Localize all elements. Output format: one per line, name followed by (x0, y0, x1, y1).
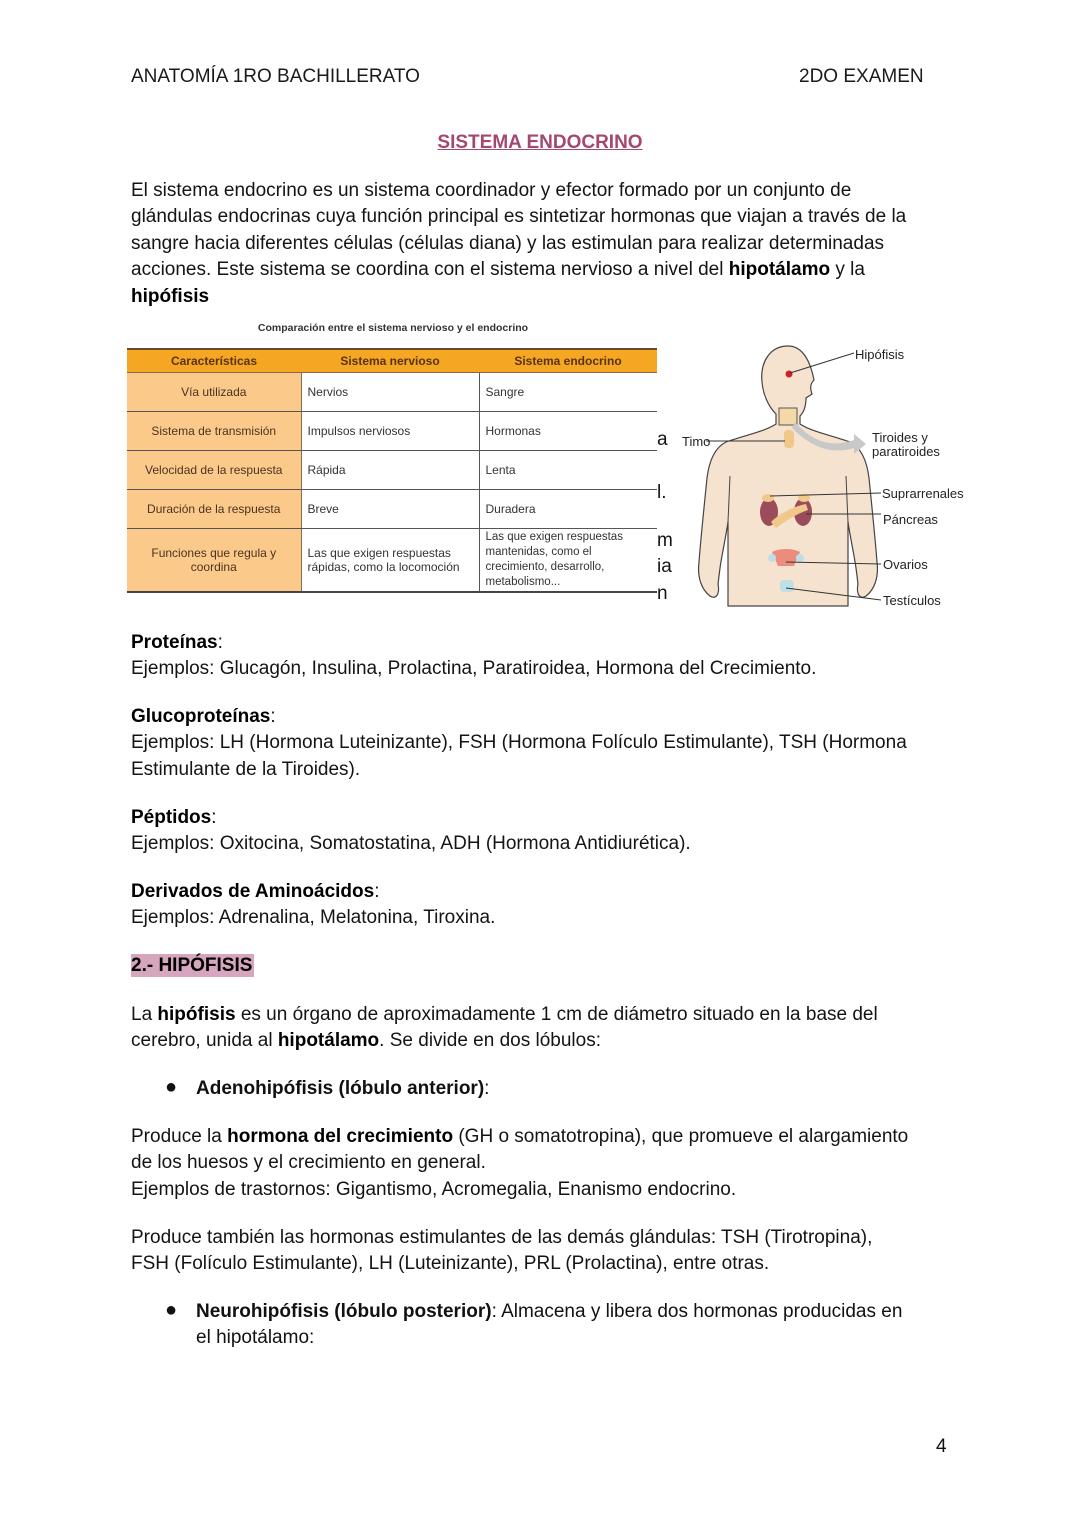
table-caption: Comparación entre el sistema nervioso y el endocrino (257, 322, 529, 334)
hormone-type-glucoproteinas: Glucoproteínas: Ejemplos: LH (Hormona Luteinizante), FSH (Hormona Folículo Estimulante), TSH (Hormona Estimulante de la Tiroides). (131, 704, 951, 783)
page-title: SISTEMA ENDOCRINO (437, 132, 643, 153)
table-cell: Duradera (479, 490, 657, 529)
table-cell: Rápida (301, 451, 479, 490)
bullet-icon: ● (165, 1299, 178, 1321)
header-right: 2DO EXAMEN (799, 66, 924, 87)
clipped-fragment: a (657, 429, 668, 450)
intro-line: acciones. Este sistema se coordina con el sistema nervioso a nivel del hipotálamo y la (131, 259, 865, 281)
bullet-icon: ● (165, 1076, 178, 1098)
section2-heading (131, 953, 951, 979)
table-cell: Vía utilizada (127, 373, 301, 412)
examples-text: Ejemplos: LH (Hormona Luteinizante), FSH (Hormona Folículo Estimulante), TSH (Hormona (131, 732, 907, 754)
bullet-neurohipofisis: Neurohipófisis (lóbulo posterior): Almacena y libera dos hormonas producidas en el hipotálamo: (196, 1301, 903, 1349)
intro-line: sangre hacia diferentes células (células diana) y las estimulan para realizar determinadas (131, 232, 885, 254)
label-pancreas: Páncreas (883, 512, 938, 527)
table-cell: Impulsos nerviosos (301, 412, 479, 451)
table-cell: Las que exigen respuestas mantenidas, como el crecimiento, desarrollo, metabolismo... (479, 529, 657, 593)
table-cell: Nervios (301, 373, 479, 412)
human-body-icon (676, 336, 976, 621)
bullet-adenohipofisis: Adenohipófisis (lóbulo anterior): (196, 1078, 490, 1099)
table-header-row (127, 349, 657, 373)
comparison-table (127, 348, 657, 593)
clipped-fragment: l. (657, 482, 667, 503)
column-header: Sistema endocrino (479, 349, 657, 373)
endocrine-body-diagram (676, 336, 976, 621)
examples-text: Ejemplos: Oxitocina, Somatostatina, ADH (Hormona Antidiurética). (131, 833, 691, 855)
label-suprarrenales: Suprarrenales (882, 486, 964, 501)
highlighted-heading: 2.- HIPÓFISIS (131, 955, 253, 976)
section-heading: Glucoproteínas (131, 706, 271, 727)
label-tiroides-line: paratiroides (872, 444, 940, 459)
header-left: ANATOMÍA 1RO BACHILLERATO (131, 66, 420, 87)
clipped-fragment: n (657, 583, 668, 604)
hipofisis-intro: La hipófisis es un órgano de aproximadamente 1 cm de diámetro situado en la base del cerebro, unida al hipotálamo. Se divide en dos lóbulos: (131, 1004, 878, 1052)
table-row (127, 490, 657, 529)
table-cell: Breve (301, 490, 479, 529)
intro-line: glándulas endocrinas cuya función principal es sintetizar hormonas que viajan a través de la (131, 206, 907, 228)
label-tiroides-line: Tiroides y (872, 430, 928, 445)
table-cell: Las que exigen respuestas rápidas, como la locomoción (301, 529, 479, 593)
table-cell: Duración de la respuesta (127, 490, 301, 529)
section-heading: Péptidos (131, 807, 212, 828)
table-row (127, 529, 657, 593)
label-ovarios: Ovarios (883, 557, 928, 572)
table-row (127, 451, 657, 490)
examples-text: Ejemplos: Glucagón, Insulina, Prolactina, Paratiroidea, Hormona del Crecimiento. (131, 658, 817, 680)
label-hipofisis: Hipófisis (855, 347, 905, 362)
table-row (127, 412, 657, 451)
hormone-type-peptidos: Péptidos: Ejemplos: Oxitocina, Somatostatina, ADH (Hormona Antidiurética). (131, 805, 951, 858)
intro-line: El sistema endocrino es un sistema coordinador y efector formado por un conjunto de (131, 180, 852, 201)
table-cell: Hormonas (479, 412, 657, 451)
clipped-fragment: ia (657, 556, 672, 577)
table-cell: Velocidad de la respuesta (127, 451, 301, 490)
column-header: Características (127, 349, 301, 373)
column-header: Sistema nervioso (301, 349, 479, 373)
intro-paragraph (131, 178, 951, 310)
label-tiroides (872, 431, 940, 459)
label-timo: Timo (682, 434, 711, 449)
table-cell: Sistema de transmisión (127, 412, 301, 451)
gh-paragraph: Produce la hormona del crecimiento (GH o somatotropina), que promueve el alargamiento de los huesos y el crecimiento en general. Ejemplos de trastornos: Gigantismo, Acromegalia, Enanismo endocrino. (131, 1126, 909, 1200)
clipped-fragment: m (657, 530, 673, 551)
table-cell: Lenta (479, 451, 657, 490)
comparison-table-image (127, 318, 659, 608)
examples-text: Ejemplos: Adrenalina, Melatonina, Tiroxina. (131, 907, 496, 929)
page-number: 4 (936, 1436, 947, 1457)
label-testiculos: Testículos (883, 593, 941, 608)
section-heading: Proteínas (131, 632, 218, 653)
table-cell: Funciones que regula y coordina (127, 529, 301, 593)
examples-text: Estimulante de la Tiroides). (131, 758, 361, 780)
hormone-type-aminoacidos: Derivados de Aminoácidos: Ejemplos: Adrenalina, Melatonina, Tiroxina. (131, 879, 951, 932)
stimulating-hormones-paragraph: Produce también las hormonas estimulantes de las demás glándulas: TSH (Tirotropina), FSH (Folículo Estimulante), LH (Luteinizante), PRL (Prolactina), entre otras. (131, 1227, 873, 1275)
section-heading: Derivados de Aminoácidos (131, 881, 375, 902)
hormone-type-proteinas: Proteínas: Ejemplos: Glucagón, Insulina, Prolactina, Paratiroidea, Hormona del Crecimiento. (131, 630, 951, 683)
intro-line: hipófisis (131, 285, 210, 307)
table-cell: Sangre (479, 373, 657, 412)
table-row (127, 373, 657, 412)
